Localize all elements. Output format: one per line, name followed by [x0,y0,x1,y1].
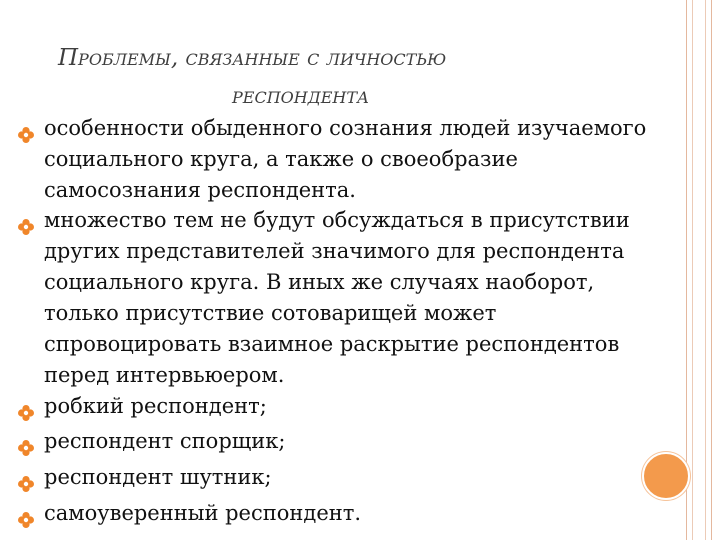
bullet-2-line-1: множество тем не будут обсуждаться в присутствии [44,208,630,232]
flower-bullet-icon [18,399,34,415]
bullet-2-line-5: спровоцировать взаимное раскрытие респондентов [44,332,620,356]
bullet-text-2 [44,205,684,391]
title-line-2: респондента [232,83,370,109]
bullet-2-line-6: перед интервьюером. [44,363,285,387]
bullet-2-line-3: социального круга. В иных же случаях наоборот, [44,270,595,294]
bullet-2-line-4: только присутствие сотоварищей может [44,301,497,325]
decorative-frame [686,0,712,540]
bullet-text-5 [44,462,684,493]
bullet-text-1 [44,113,684,206]
bullet-1-line-2: социального круга, а также о своеобразие [44,147,518,171]
bullet-3-line-1: робкий респондент; [44,394,267,418]
bullet-6-line-1: самоуверенный респондент. [44,501,362,525]
bullet-1-line-1: особенности обыденного сознания людей изучаемого [44,116,647,140]
bullet-1-line-3: самосознания респондента. [44,178,356,202]
flower-bullet-icon [18,434,34,450]
title-line-1: Проблемы, связанные с личностью [58,45,447,71]
bullet-2-line-2: других представителей значимого для респондента [44,239,625,263]
bullet-text-3 [44,391,684,422]
flower-bullet-icon [18,121,34,137]
flower-bullet-icon [18,470,34,486]
flower-bullet-icon [18,506,34,522]
bullet-text-4 [44,426,684,457]
bullet-text-6 [44,498,684,529]
bullet-4-line-1: респондент спорщик; [44,429,286,453]
flower-bullet-icon [18,213,34,229]
bullet-5-line-1: респондент шутник; [44,465,272,489]
orange-circle-icon [642,452,690,500]
decorative-frame-inner [692,0,706,540]
